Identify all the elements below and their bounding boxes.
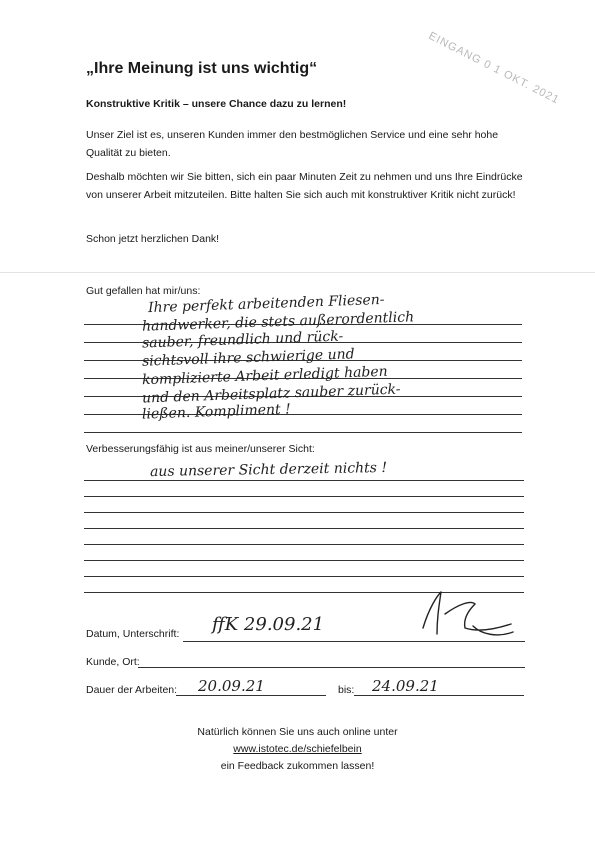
ruled-line (84, 528, 524, 529)
liked-label: Gut gefallen hat mir/uns: (86, 285, 201, 297)
customer-label: Kunde, Ort: (86, 656, 140, 668)
customer-line (138, 667, 525, 668)
page-title: „Ihre Meinung ist uns wichtig“ (86, 60, 318, 77)
improve-handwriting: aus unserer Sicht derzeit nichts ! (149, 459, 388, 481)
duration-label: Dauer der Arbeiten: (86, 684, 178, 696)
fold-line (0, 272, 595, 273)
intro-paragraph: Unser Ziel ist es, unseren Kunden immer den bestmöglichen Service und eine sehr hohe Qualität zu bieten. (86, 129, 499, 159)
liked-handwriting-line: ließen. Kompliment ! (141, 401, 292, 423)
received-stamp: EINGANG 0 1 OKT. 2021 (426, 30, 562, 107)
duration-until-label: bis: (338, 684, 355, 696)
thanks-paragraph: Schon jetzt herzlichen Dank! (86, 233, 220, 245)
signature-scribble (415, 588, 525, 642)
duration-until-handwriting: 24.09.21 (372, 677, 439, 695)
duration-from-handwriting: 20.09.21 (198, 677, 265, 695)
liked-handwriting-line: sichtsvoll ihre schwierige und (141, 346, 355, 370)
ruled-line (84, 544, 524, 545)
request-paragraph: Deshalb möchten wir Sie bitten, sich ein paar Minuten Zeit zu nehmen und uns Ihre Eindrücke von unserer Arbeit mitzuteilen. Bitte halten Sie sich auch mit konstruktiver Kritik nicht zurück! (86, 171, 523, 201)
improve-label: Verbesserungsfähig ist aus meiner/unserer Sicht: (86, 443, 315, 455)
footer-line-3: ein Feedback zukommen lassen! (220, 760, 375, 772)
signature-handwriting: ffK 29.09.21 (212, 614, 325, 635)
duration-from-line (176, 695, 326, 696)
ruled-line (84, 576, 524, 577)
feedback-link[interactable]: www.istotec.de/schiefelbein (233, 743, 362, 755)
liked-handwriting-line: komplizierte Arbeit erledigt haben (141, 363, 388, 389)
ruled-line (84, 480, 524, 481)
liked-handwriting-line: Ihre perfekt arbeitenden Fliesen- (147, 291, 385, 317)
liked-handwriting-line: handwerker, die stets außerordentlich (141, 309, 415, 335)
ruled-line (84, 496, 524, 497)
liked-handwriting-line: und den Arbeitsplatz sauber zurück- (141, 381, 401, 407)
ruled-line (84, 432, 522, 433)
liked-handwriting-line: sauber, freundlich und rück- (141, 328, 344, 352)
ruled-line (84, 512, 524, 513)
ruled-line (84, 560, 524, 561)
duration-until-line (354, 695, 524, 696)
footer-line-1: Natürlich können Sie uns auch online unter (197, 726, 398, 738)
signature-label: Datum, Unterschrift: (86, 628, 180, 640)
page-subtitle: Konstruktive Kritik – unsere Chance dazu zu lernen! (86, 98, 347, 110)
